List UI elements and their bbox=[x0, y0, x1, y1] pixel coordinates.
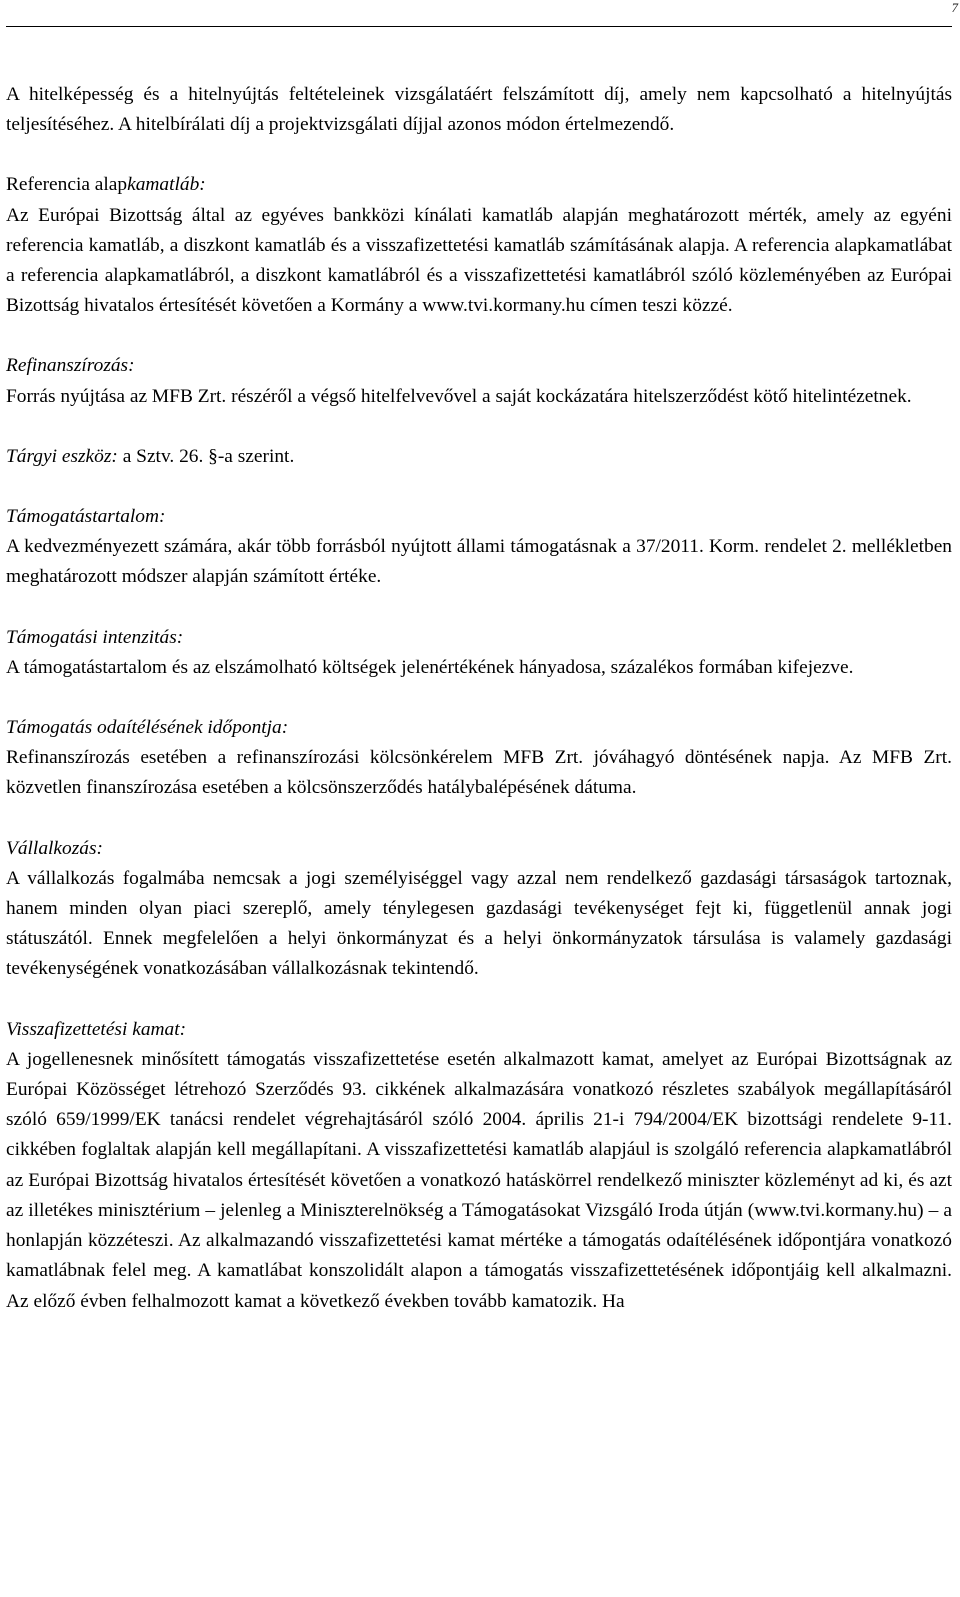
definition-term: kamatláb: bbox=[127, 174, 206, 196]
header-rule bbox=[6, 26, 952, 27]
definition-tamogatastartalom bbox=[6, 502, 952, 593]
definition-vallalkozas bbox=[6, 834, 952, 985]
definition-body: a Sztv. 26. §-a szerint. bbox=[117, 445, 295, 467]
definition-term-plain: Referencia alap bbox=[6, 174, 128, 196]
intro-paragraph: A hitelképesség és a hitelnyújtás feltételeinek vizsgálatáért felszámított díj, amely nem kapcsolható a hitelnyújtás teljesítéséhez. A hitelbírálati díj a projektvizsgálati díjjal azonos módon értelmezendő. bbox=[6, 84, 952, 136]
definition-term: időpontja: bbox=[207, 717, 289, 739]
definition-term-plain: Támogatás odaítélésének bbox=[6, 717, 208, 739]
page-number: 7 bbox=[951, 0, 958, 15]
definition-term: Tárgyi eszköz: bbox=[6, 445, 118, 467]
definition-targyi-eszkoz bbox=[6, 442, 952, 472]
definition-visszafizettetesi-kamat bbox=[6, 1015, 952, 1317]
definition-term: Támogatástartalom: bbox=[6, 506, 166, 528]
definition-tamogatasi-intenzitas bbox=[6, 623, 952, 683]
definition-body: A kedvezményezett számára, akár több forrásból nyújtott állami támogatásnak a 37/2011. Korm. rendelet 2. mellékletben meghatározott módszer alapján számított értéke. bbox=[6, 536, 952, 588]
definition-refinanszirozas bbox=[6, 351, 952, 411]
definition-body: Refinanszírozás esetében a refinanszírozási kölcsönkérelem MFB Zrt. jóváhagyó döntésének napja. Az MFB Zrt. közvetlen finanszírozása esetében a kölcsönszerződés hatálybalépésének dátuma. bbox=[6, 747, 952, 799]
definition-term: Támogatási intenzitás: bbox=[6, 626, 184, 648]
definition-referencia-alapkamatlab bbox=[6, 170, 952, 321]
document-body bbox=[6, 80, 952, 1347]
definition-body: A támogatástartalom és az elszámolható költségek jelenértékének hányadosa, százalékos formában kifejezve. bbox=[6, 656, 854, 678]
definition-term: Visszafizettetési kamat: bbox=[6, 1018, 187, 1040]
definition-term: Vállalkozás: bbox=[6, 837, 103, 859]
definition-body: A vállalkozás fogalmába nemcsak a jogi személyiséggel vagy azzal nem rendelkező gazdasági társaságok tartoznak, hanem minden olyan piaci szereplő, amely ténylegesen gazdasági tevékenységet fejt ki, függetlenül annak jogi státuszától. Ennek megfelelően a helyi önkormányzat és a helyi önkormányzatok társulása is valamely gazdasági tevékenységének vonatkozásában vállalkozásnak tekintendő. bbox=[6, 867, 952, 980]
definition-tamogatas-odaitelesenek-idopontja bbox=[6, 713, 952, 804]
definition-body: Az Európai Bizottság által az egyéves bankközi kínálati kamatláb alapján meghatározott mérték, amely az egyéni referencia kamatláb, a diszkont kamatláb és a visszafizettetési kamatláb számításának alapja. A referencia alapkamatlábat a referencia alapkamatlábról, a diszkont kamatlábról és a visszafizettetési kamatlábról szóló közleményében az Európai Bizottság hivatalos értesítését követően a Kormány a www.tvi.kormany.hu címen teszi közzé. bbox=[6, 204, 952, 317]
definition-term: Refinanszírozás: bbox=[6, 355, 135, 377]
definition-body: A jogellenesnek minősített támogatás visszafizettetése esetén alkalmazott kamat, amelyet az Európai Bizottságnak az Európai Közösséget létrehozó Szerződés 93. cikkének alkalmazására vonatkozó részletes szabályok megállapításáról szóló 659/1999/EK tanácsi rendelet végrehajtásáról szóló 2004. április 21-i 794/2004/EK bizottsági rendelete 9-11. cikkében foglaltak alapján kell megállapítani. A visszafizettetési kamatláb alapjául is szolgáló referencia alapkamatlábról az Európai Bizottság hivatalos értesítését követően a vonatkozó hatáskörrel rendelkező miniszter közleményt ad ki, és azt az illetékes minisztérium – jelenleg a Miniszterelnökség a Támogatásokat Vizsgáló Iroda útján (www.tvi.kormany.hu) – a honlapján közzéteszi. Az alkalmazandó visszafizettetési kamat mértéke a támogatás odaítélésének időpontjára vonatkozó kamatlábnak felel meg. A kamatlábat konszolidált alapon a támogatás visszafizettetésének időpontjáig kell alkalmazni. Az előző évben felhalmozott kamat a következő években tovább kamatozik. Ha bbox=[6, 1048, 952, 1312]
definition-body: Forrás nyújtása az MFB Zrt. részéről a végső hitelfelvevővel a saját kockázatára hitelszerződést kötő hitelintézetnek. bbox=[6, 385, 912, 407]
